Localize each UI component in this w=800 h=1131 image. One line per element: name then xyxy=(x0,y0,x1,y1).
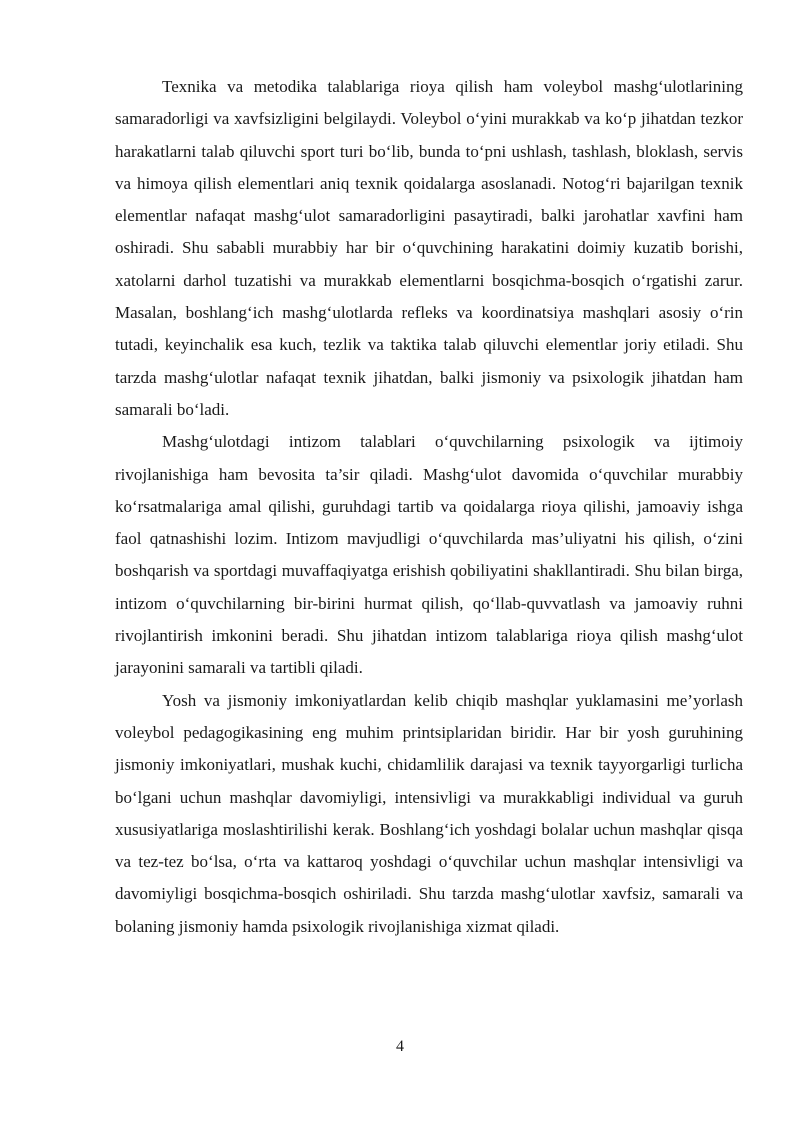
body-text xyxy=(115,71,743,943)
paragraph-load-norms: Yosh va jismoniy imkoniyatlardan kelib chiqib mashqlar yuklamasini me’yorlash voleybol pedagogikasining eng muhim printsiplaridan biridir. Har bir yosh guruhining jismoniy imkoniyatlari, mushak kuchi, chidamlilik darajasi va texnik tayyorgarligi turlicha bo‘lgani uchun mashqlar davomiyligi, intensivligi va murakkabligi individual va guruh xususiyatlariga moslashtirilishi kerak. Boshlang‘ich yoshdagi bolalar uchun mashqlar qisqa va tez-tez bo‘lsa, o‘rta va kattaroq yoshdagi o‘quvchilar uchun mashqlar intensivligi va davomiyligi bosqichma-bosqich oshiriladi. Shu tarzda mashg‘ulotlar xavfsiz, samarali va bolaning jismoniy hamda psixologik rivojlanishiga xizmat qiladi. xyxy=(115,690,743,936)
paragraph-technique: Texnika va metodika talablariga rioya qilish ham voleybol mashg‘ulotlarining samaradorligi va xavfsizligini belgilaydi. Voleybol o‘yini murakkab va ko‘p jihatdan tezkor harakatlarni talab qiluvchi sport turi bo‘lib, bunda to‘pni ushlash, tashlash, bloklash, servis va himoya qilish elementlari aniq texnik qoidalarga asoslanadi. Notog‘ri bajarilgan texnik elementlar nafaqat mashg‘ulot samaradorligini pasaytiradi, balki jarohatlar xavfini ham oshiradi. Shu sababli murabbiy har bir o‘quvchining harakatini doimiy kuzatib borishi, xatolarni darhol tuzatishi va murakkab elementlarni bosqichma-bosqich o‘rgatishi zarur. Masalan, boshlang‘ich mashg‘ulotlarda refleks va koordinatsiya mashqlari asosiy o‘rin tutadi, keyinchalik esa kuch, tezlik va taktika talab qiluvchi elementlar joriy etiladi. Shu tarzda mashg‘ulotlar nafaqat texnik jihatdan, balki jismoniy va psixologik jihatdan ham samarali bo‘ladi. xyxy=(115,77,743,419)
paragraph-discipline: Mashg‘ulotdagi intizom talablari o‘quvchilarning psixologik va ijtimoiy rivojlanishiga ham bevosita ta’sir qiladi. Mashg‘ulot davomida o‘quvchilar murabbiy ko‘rsatmalariga amal qilishi, guruhdagi tartib va qoidalarga rioya qilishi, jamoaviy ishga faol qatnashishi lozim. Intizom mavjudligi o‘quvchilarda mas’uliyatni his qilish, o‘zini boshqarish va sportdagi muvaffaqiyatga erishish qobiliyatini shakllantiradi. Shu bilan birga, intizom o‘quvchilarning bir-birini hurmat qilish, qo‘llab-quvvatlash va jamoaviy ruhni rivojlantirish imkonini beradi. Shu jihatdan intizom talablariga rioya qilish mashg‘ulot jarayonini samarali va tartibli qiladi. xyxy=(115,432,743,678)
page-number: 4 xyxy=(396,1038,404,1055)
